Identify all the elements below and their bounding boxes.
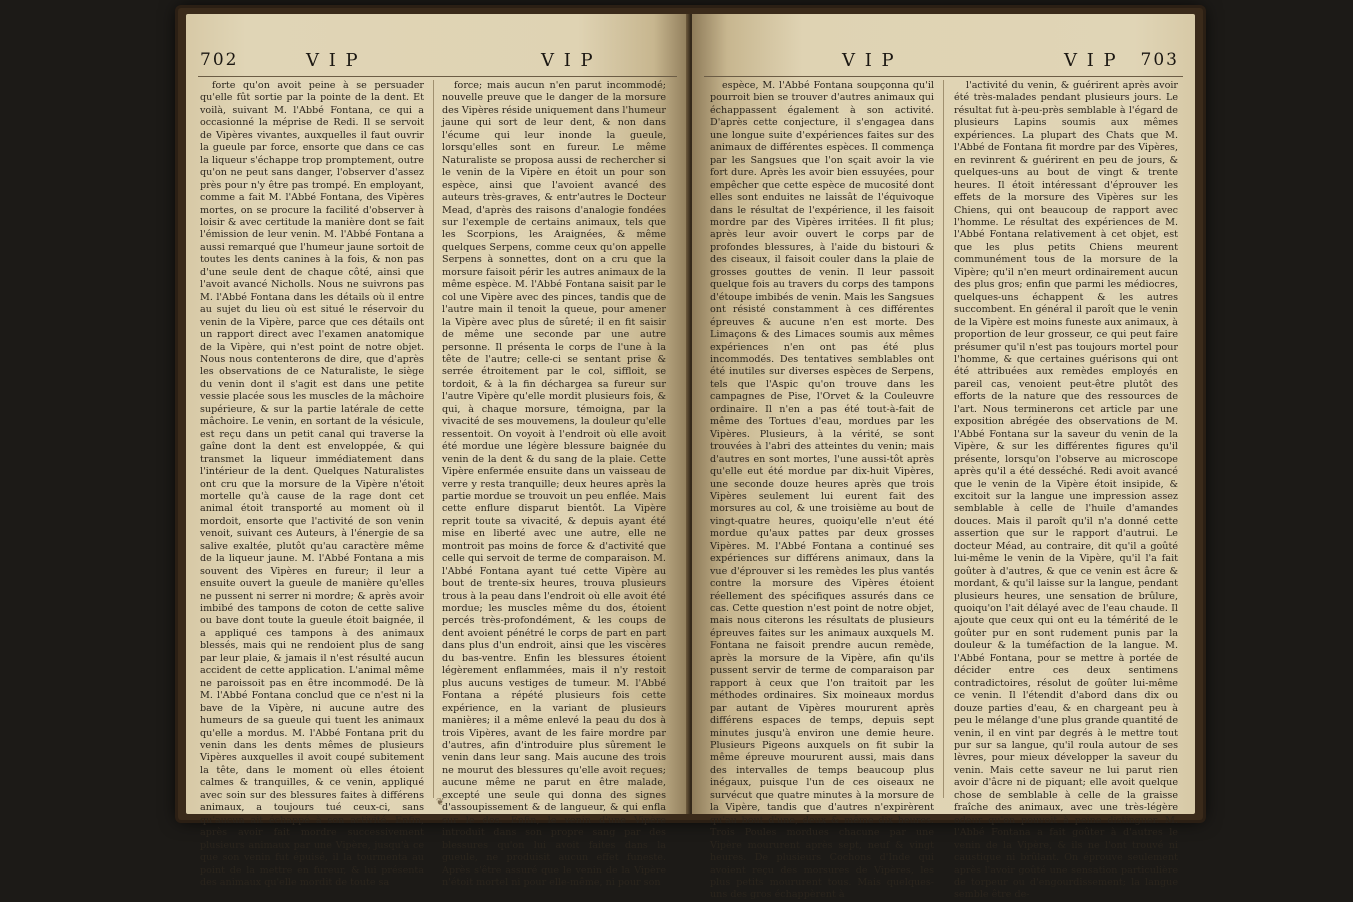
left-running-head-2: V I P <box>541 50 595 71</box>
right-running-head-1: V I P <box>842 50 896 71</box>
left-page <box>186 14 689 888</box>
left-header-rule <box>198 76 677 77</box>
right-column-1-text: espèce, M. l'Abbé Fontana soupçonna qu'il pourroit bien se trouver d'autres animaux qui échappassent également à son activité. D'après cette conjecture, il s'engagea dans une longue suite d'expériences faites sur des animaux de différentes espèces. Il commença par les Sangsues que l'on sçait avoir la vie fort dure. Après les avoir bien essuyées, pour empêcher que cette espèce de mucosité dont elles sont enduites ne laissât de l'équivoque dans le résultat de l'expérience, il les faisoit mordre par des Vipères irritées. Il fit plus; après leur avoir ouvert le corps par de profondes blessures, à l'aide du bistouri & des ciseaux, il faisoit couler dans la plaie de grosses gouttes de venin. Il leur passoit quelque fois au travers du corps des tampons d'étoupe imbibés de venin. Mais les Sangsues ont résisté constamment à ces différentes épreuves & aucune n'en est morte. Des Limaçons & des Limaces soumis aux mêmes expériences n'en ont pas été plus incommodés. Des tentatives semblables ont été inutiles sur diverses espèces de Serpens, tels que l'Aspic qu'on trouve dans les campagnes de Pise, l'Orvet & la Couleuvre ordinaire. Il n'en a pas été tout-à-fait de même des Tortues d'eau, mordues par les Vipères. Plusieurs, à la vérité, se sont trouvées à l'abri des atteintes du venin; mais d'autres en sont mortes, l'une aussi-tôt après qu'elle eut été mordue par dix-huit Vipères, une seconde douze heures après que trois Vipères seulement lui eurent fait des morsures au col, & une troisième au bout de vingt-quatre heures, quoiqu'elle n'eut été mordue qu'aux pattes par deux grosses Vipères. M. l'Abbé Fontana a continué ses expériences sur différens animaux, dans la vue d'éprouver si les remèdes les plus vantés contre la morsure des Vipères étoient réellement des spécifiques assurés dans ce cas. Cette question n'est point de notre objet, mais nous citerons les résultats de plusieurs épreuves faites sur les animaux auxquels M. Fontana ne faisoit prendre aucun remède, après la morsure de la Vipère, afin qu'ils pussent servir de terme de comparaison par rapport à ceux que l'on traitoit par les méthodes ordinaires. Six moineaux mordus par autant de Vipères moururent après différens espaces de temps, depuis sept minutes jusqu'à environ une demie heure. Plusieurs Pigeons auxquels on fit subir la même épreuve moururent aussi, mais dans des intervalles de temps beaucoup plus inégaux, puisque l'un de ces oiseaux ne survécut que quatre minutes à la morsure de la Vipère, tandis que d'autres n'expirèrent qu'au bout d'une, deux & même dix heures. Trois Poules mordues chacune par une Vipère moururent après sept, neuf & vingt heures. De plusieurs Cochons d'Inde qui avoient reçu des morsures de Vipères, les plus petits moururent tous. Mais quelques-uns des gros échappèrent à <box>710 80 934 901</box>
left-column-2-text: force; mais aucun n'en parut incommodé; nouvelle preuve que le danger de la morsure des Vipères réside uniquement dans l'humeur jaune qui sort de leur dent, & non dans l'écume qui leur inonde la gueule, lorsqu'elles sont en fureur. Le même Naturaliste se proposa aussi de rechercher si le venin de la Vipère en étoit un pour son espèce, ainsi que l'avoient avancé des auteurs très-graves, & entr'autres le Docteur Mead, d'après des raisons d'analogie fondées sur l'exemple de certains animaux, tels que les Scorpions, les Araignées, & même quelques Serpens, comme ceux qu'on appelle Serpens à sonnettes, dont on a cru que la morsure faisoit périr les autres animaux de la même espèce. M. l'Abbé Fontana saisit par le col une Vipère avec des pinces, tandis que de l'autre main il tenoit la queue, pour amener la Vipère avec plus de sûreté; il en fit saisir de même une seconde par une autre personne. Il présenta le corps de l'une à la tête de l'autre; celle-ci se sentant prise & serrée étroitement par le col, siffloit, se tordoit, & à la fin déchargea sa fureur sur l'autre Vipère qu'elle mordit plusieurs fois, & qui, à chaque morsure, témoigna, par la vivacité de ses mouvemens, la douleur qu'elle ressentoit. On voyoit à l'endroit où elle avoit été mordue une légère blessure baignée du venin de la dent & du sang de la plaie. Cette Vipère enfermée ensuite dans un vaisseau de verre y resta tranquille; deux heures après la partie mordue se trouvoit un peu enflée. Mais cette enflure disparut bientôt. La Vipère reprit toute sa vivacité, & depuis ayant été mise en liberté avec une autre, elle ne montroit pas moins de force & d'activité que celle qui servoit de terme de comparaison. M. l'Abbé Fontana ayant tué cette Vipère au bout de trente-six heures, trouva plusieurs trous à la peau dans l'endroit où elle avoit été mordue; les muscles même du dos, étoient percés très-profondément, & les coups de dent avoient pénétré le corps de part en part dans plus d'un endroit, ainsi que les viscères du bas-ventre. Enfin les blessures étoient légèrement enflammées, mais il n'y restoit plus aucuns vestiges de tumeur. M. l'Abbé Fontana a répété plusieurs fois cette expérience, en la variant de plusieurs manières; il a même enlevé la peau du dos à trois Vipères, avant de les faire mordre par d'autres, afin d'introduire plus sûrement le venin dans leur sang. Mais aucune des trois ne mourut des blessures qu'elle avoit reçues; aucune même ne parut en être malade, excepté une seule qui donna des signes d'assoupissement & de langueur, & qui enfla sur le dos. Enfin, le venin d'une Vipère introduit dans son propre sang par des blessures qu'on lui avoit faites dans la gueule, ne produisit aucun effet funeste. Après s'être assuré que le venin de la Vipère n'étoit mortel ni pour elle-même, ni pour son <box>442 80 666 888</box>
right-page-number: 703 <box>1140 50 1179 70</box>
left-column-1 <box>200 80 424 888</box>
right-header-rule <box>704 76 1183 77</box>
left-page-number: 702 <box>200 50 239 70</box>
right-page <box>692 14 1195 901</box>
right-column-1 <box>710 80 934 901</box>
left-running-head-1: V I P <box>306 50 360 71</box>
left-column-2 <box>442 80 666 888</box>
left-column-1-text: forte qu'on avoit peine à se persuader qu'elle fût sortie par la pointe de la dent. Et voilà, suivant M. l'Abbé Fontana, ce qui a occasionné la méprise de Redi. Il se servoit de Vipères vivantes, auxquelles il faut ouvrir la gueule par force, ensorte que dans ce cas la liqueur s'échappe trop promptement, outre qu'on ne peut sans danger, l'observer d'assez près pour n'y être pas trompé. En employant, comme a fait M. l'Abbé Fontana, des Vipères mortes, on se procure la facilité d'observer à loisir & avec certitude la manière dont se fait l'émission de leur venin. M. l'Abbé Fontana a aussi remarqué que l'humeur jaune sortoit de toutes les dents canines à la fois, & non pas d'une seule dent de chaque côté, ainsi que l'avoit avancé Nicholls. Nous ne suivrons pas M. l'Abbé Fontana dans les détails où il entre au sujet du lieu où est situé le réservoir du venin de la Vipère, parce que ces détails ont un rapport direct avec l'examen anatomique de la Vipère, qui n'est point de notre objet. Nous nous contenterons de dire, que d'après les observations de ce Naturaliste, le siège du venin dont il s'agit est dans une petite vessie placée sous les muscles de la mâchoire supérieure, & sur la partie latérale de cette mâchoire. Le venin, en sortant de la vésicule, est reçu dans un petit canal qui traverse la gaîne dont la dent est enveloppée, & qui transmet la liqueur immédiatement dans l'intérieur de la dent. Quelques Naturalistes ont cru que la morsure de la Vipère n'étoit mortelle qu'à cause de la rage dont cet animal étoit transporté au moment où il mordoit, ensorte que l'activité de son venin venoit, suivant ces Auteurs, à l'énergie de sa salive exaltée, plutôt qu'au caractère même de la liqueur jaune. M. l'Abbé Fontana a mis souvent des Vipères en fureur; il leur a ensuite ouvert la gueule de manière qu'elles ne pussent ni serrer ni mordre; & après avoir imbibé des tampons de coton de cette salive ou bave dont toute la gueule étoit baignée, il a appliqué ces tampons à des animaux blessés, mais qui ne rendoient plus de sang par leur plaie, & jamais il n'est résulté aucun accident de cette application. L'animal même ne paroissoit pas en être incommodé. De là M. l'Abbé Fontana conclud que ce n'est ni la bave de la Vipère, ni aucune autre des humeurs de sa gueule qui tuent les animaux qu'elle a mordus. M. l'Abbé Fontana prit du venin dans les dents mêmes de plusieurs Vipères auxquelles il avoit coupé subitement la tête, dans le moment où elles étoient calmes & tranquilles, & ce venin, appliqué avec soin sur des blessures faites à différens animaux, a toujours tué ceux-ci, sans qu'aucun ait échappé à son activité. Enfin, après avoir fait mordre successivement plusieurs animaux par une Vipère, jusqu'à ce que son venin fut épuisé, il la tourmenta au point de la mettre en fureur, & lui présenta des animaux qu'elle mordit de toute sa <box>200 80 424 888</box>
right-column-2-text: l'activité du venin, & guérirent après avoir été très-malades pendant plusieurs jours. Le résultat fut à-peu-près semblable à l'égard de plusieurs Lapins soumis aux mêmes expériences. La plupart des Chats que M. l'Abbé de Fontana fit mordre par des Vipères, en revinrent & guérirent en peu de jours, & quelques-uns au bout de vingt & trente heures. Il étoit intéressant d'éprouver les effets de la morsure des Vipères sur les Chiens, qui ont beaucoup de rapport avec l'homme. Le résultat des expériences de M. l'Abbé Fontana relativement à cet objet, est que les plus petits Chiens meurent communément tous de la morsure de la Vipère; qu'il n'en meurt ordinairement aucun des plus gros; enfin que parmi les médiocres, quelques-uns échappent & les autres succombent. En général il paroît que le venin de la Vipère est moins funeste aux animaux, à proportion de leur grosseur, ce qui peut faire présumer qu'il n'est pas toujours mortel pour l'homme, & que certaines guérisons qui ont été attribuées aux remèdes employés en pareil cas, venoient peut-être plutôt des efforts de la nature que des ressources de l'art. Nous terminerons cet article par une exposition abrégée des observations de M. l'Abbé Fontana sur la saveur du venin de la Vipère, & sur les différentes figures qu'il présente, lorsqu'on l'observe au microscope après qu'il a été desséché. Redi avoit avancé que le venin de la Vipère étoit insipide, & excitoit sur la langue une impression assez semblable à celle de l'huile d'amandes douces. Mais il paroît qu'il n'a donné cette assertion que sur le rapport d'autrui. Le docteur Méad, au contraire, dit qu'il a goûté lui-même le venin de la Vipère, qu'il l'a fait goûter à d'autres, & que ce venin est âcre & mordant, & qu'il laisse sur la langue, pendant plusieurs heures, une sensation de brûlure, quoiqu'on l'ait délayé avec de l'eau chaude. Il ajoute que ceux qui ont eu la témérité de le goûter pur en sont rudement punis par la douleur & la tuméfaction de la langue. M. l'Abbé Fontana, pour se mettre à portée de décider entre ces deux sentimens contradictoires, résolut de goûter lui-même ce venin. Il l'étendit d'abord dans dix ou douze parties d'eau, & en chargeant peu à peu le mélange d'une plus grande quantité de venin, il en vint par degrés à le mettre tout pur sur sa langue, qu'il roula autour de ses lèvres, pour mieux développer la saveur du venin. Mais cette saveur ne lui parut rien avoir d'âcre ni de piquant; elle avoit quelque chose de semblable à celle de la graisse fraîche des animaux, avec une très-légère odeur qu'on pouvoit à peine distinguer. M. l'Abbé Fontana a fait goûter à d'autres le venin de la Vipère, & ils ne l'ont trouvé ni caustique ni brûlant. On éprouve seulement après l'avoir goûté une sensation particulière de torpeur ou d'engourdissement; la langue semble être de- <box>954 80 1178 901</box>
left-page-header <box>186 50 689 76</box>
right-column-divider <box>943 80 944 798</box>
open-book <box>178 8 1203 901</box>
right-running-head-2: V I P <box>1064 50 1118 71</box>
left-page-ornament-icon: ❦ <box>436 797 445 808</box>
right-page-header <box>692 50 1195 76</box>
left-column-divider <box>433 80 434 798</box>
right-column-2 <box>954 80 1178 901</box>
